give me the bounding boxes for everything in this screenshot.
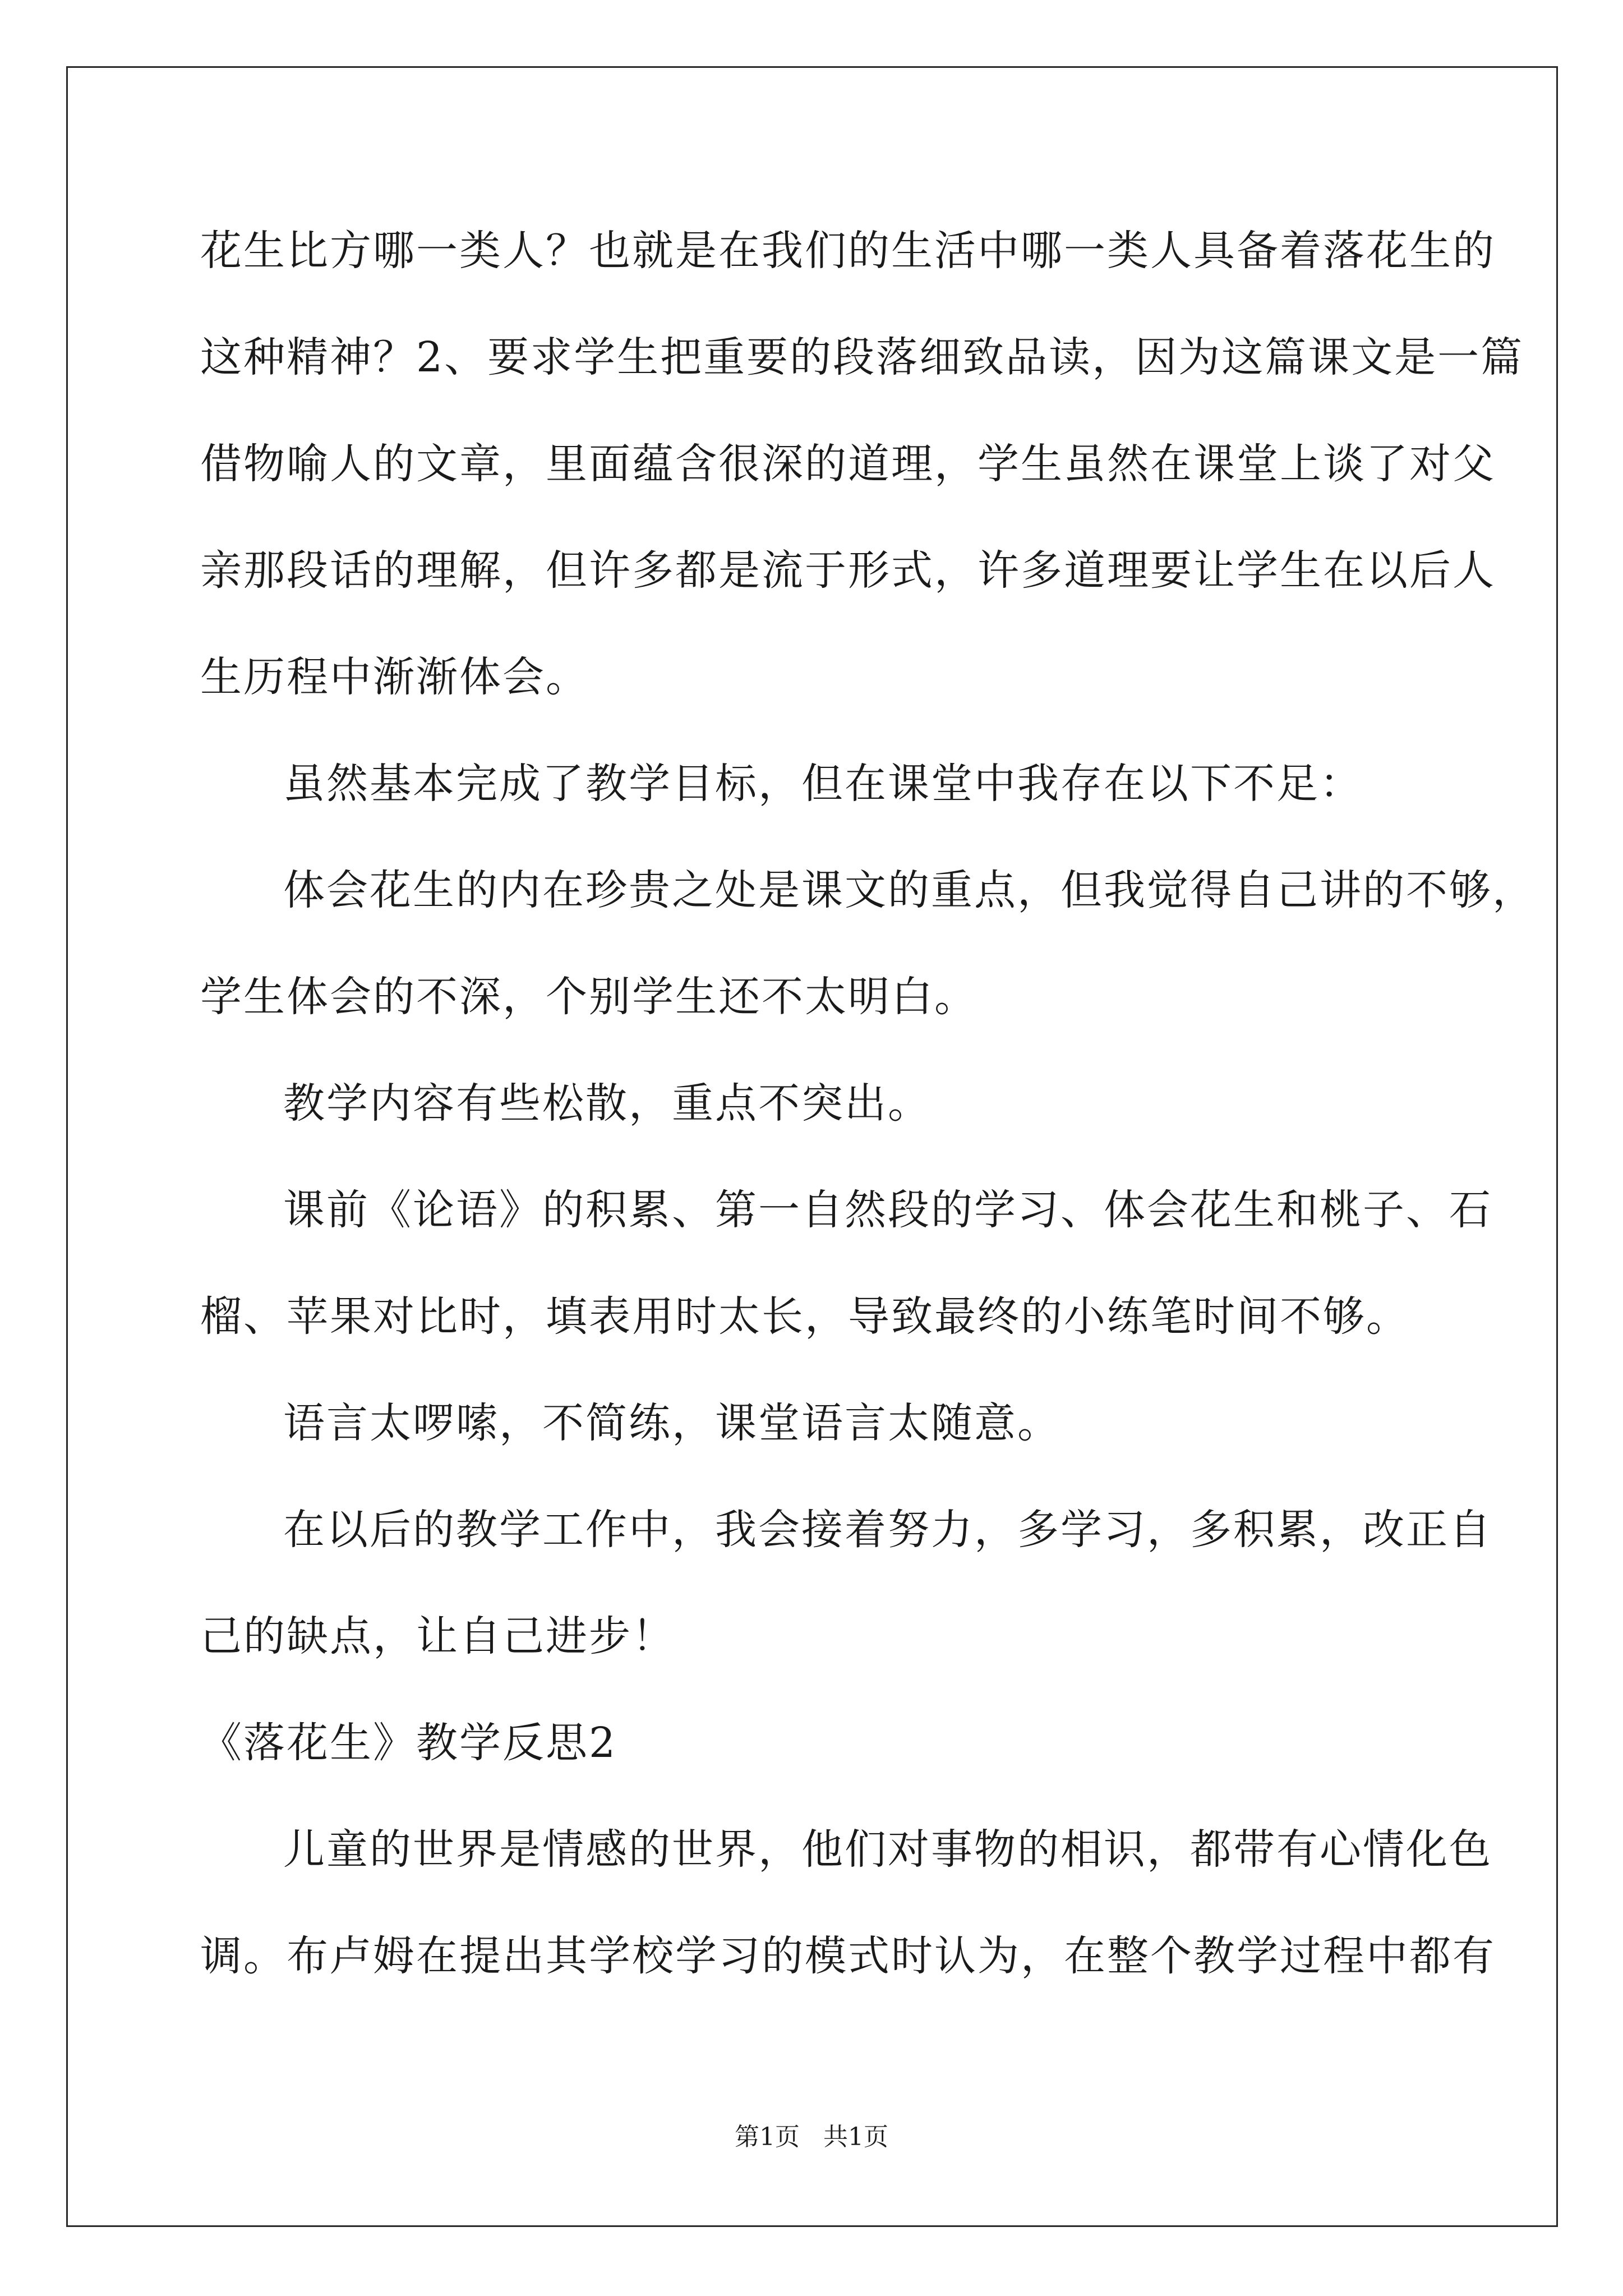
paragraph-line: 教学内容有些松散，重点不突出。 xyxy=(283,1079,931,1128)
paragraph-line: 在以后的教学工作中，我会接着努力，多学习，多积累，改正自 xyxy=(283,1506,1492,1554)
paragraph-line: 虽然基本完成了教学目标，但在课堂中我存在以下不足： xyxy=(283,760,1363,808)
paragraph-line: 课前《论语》的积累、第一自然段的学习、体会花生和桃子、石 xyxy=(283,1186,1492,1234)
section-heading: 《落花生》教学反思2 xyxy=(200,1719,617,1767)
paragraph-line: 体会花生的内在珍贵之处是课文的重点，但我觉得自己讲的不够， xyxy=(283,866,1536,914)
page-border xyxy=(66,66,1558,2227)
text-line: 这种精神？2、要求学生把重要的段落细致品读，因为这篇课文是一篇 xyxy=(200,333,1524,381)
paragraph-line: 儿童的世界是情感的世界，他们对事物的相识，都带有心情化色 xyxy=(283,1825,1492,1874)
text-line: 亲那段话的理解，但许多都是流于形式，许多道理要让学生在以后人 xyxy=(200,546,1496,595)
text-line: 调。布卢姆在提出其学校学习的模式时认为，在整个教学过程中都有 xyxy=(200,1932,1496,1980)
text-line: 己的缺点，让自己进步！ xyxy=(200,1612,675,1660)
paragraph-line: 语言太啰嗦，不简练，课堂语言太随意。 xyxy=(283,1399,1061,1447)
text-line: 借物喻人的文章，里面蕴含很深的道理，学生虽然在课堂上谈了对父 xyxy=(200,440,1496,488)
text-line: 花生比方哪一类人？也就是在我们的生活中哪一类人具备着落花生的 xyxy=(200,227,1496,275)
text-line: 榴、苹果对比时，填表用时太长，导致最终的小练笔时间不够。 xyxy=(200,1292,1409,1341)
page-number-footer: 第1页 共1页 xyxy=(735,2123,888,2151)
text-line: 生历程中渐渐体会。 xyxy=(200,653,589,701)
text-line: 学生体会的不深，个别学生还不太明白。 xyxy=(200,973,978,1021)
